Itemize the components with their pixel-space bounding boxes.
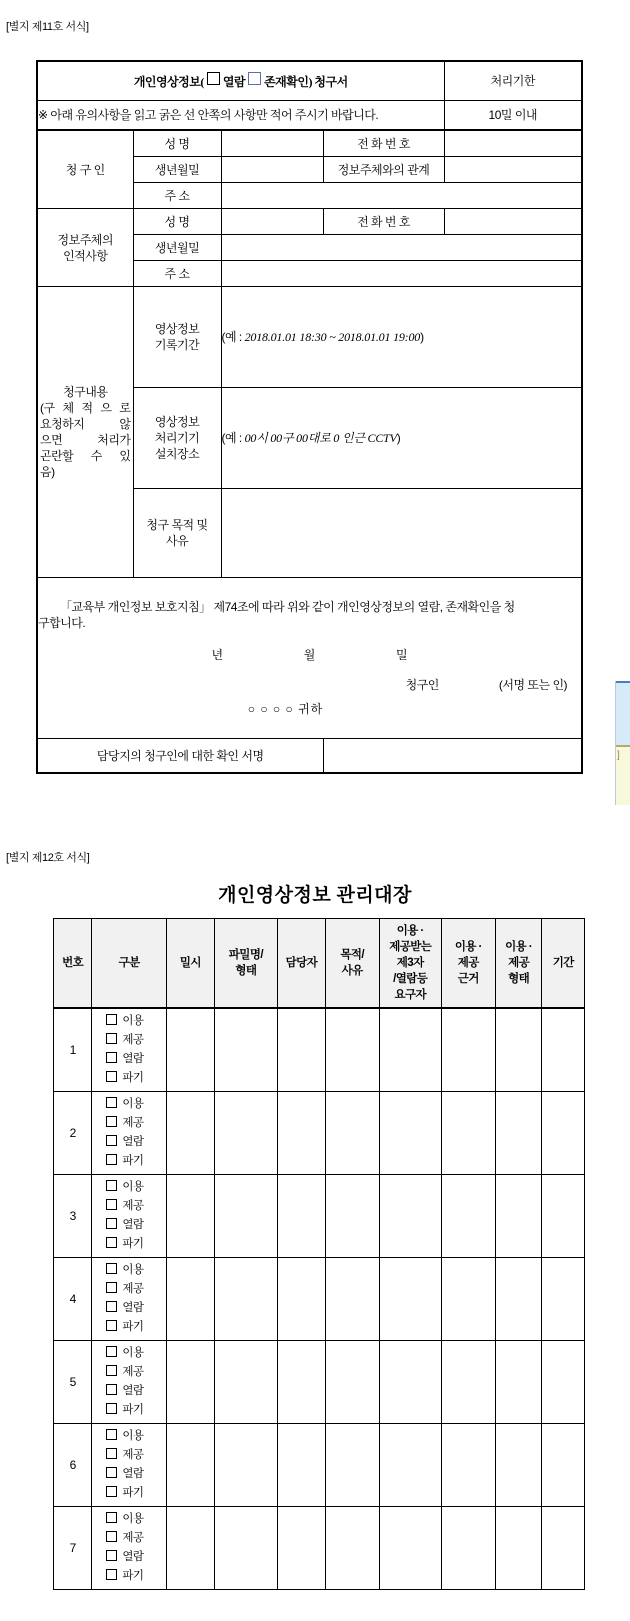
- record-period-field[interactable]: [221, 287, 582, 388]
- checkbox-label: 제공: [122, 1532, 144, 1544]
- record-period-example-value: 2018.01.01 18:30 ~ 2018.01.01 19:00: [244, 330, 421, 344]
- ledger-col-period-l1: 기간: [552, 957, 574, 969]
- ledger-cell-type[interactable]: [495, 1258, 542, 1341]
- checkbox-option[interactable]: [106, 1401, 166, 1420]
- ledger-col-filename-l2: 형태: [235, 965, 257, 977]
- checkbox-square-icon[interactable]: [106, 1097, 117, 1108]
- form2-document-tag: [별지 제12호 서식]: [6, 852, 90, 864]
- checkbox-square-icon[interactable]: [106, 1263, 117, 1274]
- checkbox-square-icon[interactable]: [106, 1116, 117, 1127]
- checkbox-label: 열람: [122, 1468, 144, 1480]
- checkbox-option[interactable]: [106, 1235, 166, 1254]
- deadline-value: 10밀 이내: [444, 101, 582, 131]
- subject-name-field[interactable]: [221, 209, 323, 235]
- checkbox-option[interactable]: [106, 1114, 166, 1133]
- record-period-label-line1: 영상정보: [154, 322, 200, 336]
- ledger-cell-datetime[interactable]: [167, 1008, 215, 1092]
- ledger-col-type-l3: 형태: [508, 973, 530, 985]
- checkbox-square-icon[interactable]: [106, 1180, 117, 1191]
- ledger-col-category: [92, 919, 167, 1009]
- ledger-col-third-party-l2: 제공받는: [389, 941, 432, 953]
- subject-phone-label: 전 화 번 호: [323, 209, 444, 235]
- request-label-line2: (구 체 적 으 로: [40, 401, 131, 415]
- checkbox-label: 제공: [122, 1034, 144, 1046]
- ledger-cell-filename[interactable]: [214, 1424, 277, 1507]
- install-place-label-line1: 영상정보: [154, 415, 200, 429]
- checkbox-square-icon[interactable]: [106, 1403, 117, 1414]
- table-row: [54, 1258, 585, 1341]
- checkbox-square-icon[interactable]: [106, 1135, 117, 1146]
- checkbox-label: 열람: [122, 1302, 144, 1314]
- ledger-cell-period[interactable]: [542, 1175, 585, 1258]
- applicant-name-label: 성 명: [133, 130, 221, 157]
- month-label: 월: [303, 648, 316, 662]
- ledger-cell-type[interactable]: [495, 1008, 542, 1092]
- checkbox-label: 파기: [122, 1570, 144, 1582]
- side-popup-panel[interactable]: [615, 681, 630, 805]
- install-place-label-line3: 설치장소: [154, 447, 200, 461]
- subject-name-label: 성 명: [133, 209, 221, 235]
- ledger-cell-basis[interactable]: [441, 1507, 495, 1590]
- checkbox-label: 열람: [122, 1053, 144, 1065]
- subject-address-field[interactable]: [221, 261, 582, 287]
- ledger-cell-purpose[interactable]: [325, 1008, 379, 1092]
- form-title-option2: 존재확인: [264, 75, 309, 89]
- ledger-col-purpose: [325, 919, 379, 1009]
- ledger-cell-type[interactable]: [495, 1175, 542, 1258]
- checkbox-label: 이용: [122, 1181, 144, 1193]
- ledger-category-checkboxes: [92, 1175, 167, 1258]
- deadline-label: 처리기한: [444, 61, 582, 101]
- side-popup-body: [616, 745, 630, 805]
- checkbox-square-icon[interactable]: [106, 1014, 117, 1025]
- checkbox-square-icon[interactable]: [106, 1467, 117, 1478]
- purpose-label: [133, 489, 221, 578]
- applicant-address-field[interactable]: [221, 183, 582, 209]
- checkbox-option[interactable]: [106, 1510, 166, 1529]
- checkbox-jonjaehwagin-icon[interactable]: [248, 72, 261, 85]
- install-place-example-suffix: ): [396, 431, 401, 445]
- ledger-col-basis-l3: 근거: [457, 973, 479, 985]
- subject-birth-field[interactable]: [221, 235, 582, 261]
- install-place-label: [133, 388, 221, 489]
- ledger-cell-filename[interactable]: [214, 1175, 277, 1258]
- applicant-birth-field[interactable]: [221, 157, 323, 183]
- checkbox-option[interactable]: [106, 1484, 166, 1503]
- ledger-cell-third-party[interactable]: [379, 1258, 441, 1341]
- checkbox-option[interactable]: [106, 1427, 166, 1446]
- checkbox-label: 이용: [122, 1098, 144, 1110]
- ledger-col-number-l1: 번호: [62, 957, 84, 969]
- ledger-row-number: 2: [54, 1092, 92, 1175]
- checkbox-label: 제공: [122, 1449, 144, 1461]
- checkbox-square-icon[interactable]: [106, 1429, 117, 1440]
- side-popup-header: [616, 681, 630, 745]
- checkbox-option[interactable]: [106, 1280, 166, 1299]
- checkbox-option[interactable]: [106, 1095, 166, 1114]
- subject-section-label: [37, 209, 133, 287]
- checkbox-square-icon[interactable]: [106, 1154, 117, 1165]
- purpose-label-line1: 청구 목적 및: [146, 518, 208, 532]
- install-place-label-line2: 처리기기: [154, 431, 200, 445]
- ledger-cell-period[interactable]: [542, 1092, 585, 1175]
- checkbox-square-icon[interactable]: [106, 1237, 117, 1248]
- checkbox-square-icon[interactable]: [106, 1071, 117, 1082]
- checkbox-option[interactable]: [106, 1318, 166, 1337]
- ledger-cell-filename[interactable]: [214, 1092, 277, 1175]
- ledger-cell-purpose[interactable]: [325, 1424, 379, 1507]
- checkbox-square-icon[interactable]: [106, 1282, 117, 1293]
- purpose-field[interactable]: [221, 489, 582, 578]
- checkbox-option[interactable]: [106, 1216, 166, 1235]
- purpose-label-line2: 사유: [165, 534, 189, 548]
- ledger-row-number: 7: [54, 1507, 92, 1590]
- table-row: [54, 1008, 585, 1092]
- applicant-relation-label: 정보주체와의 관계: [323, 157, 444, 183]
- ledger-cell-type[interactable]: [495, 1507, 542, 1590]
- ledger-col-third-party-l1: 이용 ·: [396, 925, 424, 937]
- checkbox-square-icon[interactable]: [106, 1569, 117, 1580]
- record-period-label-line2: 기록기간: [154, 338, 200, 352]
- manager-confirm-field[interactable]: [323, 739, 582, 774]
- ledger-col-type: [495, 919, 542, 1009]
- checkbox-label: 이용: [122, 1513, 144, 1525]
- legal-statement-line1: 「교육부 개인정보 보호지침」 제74조에 따라 위와 같이 개인영상정보의 열람, 존재확인을 청: [60, 600, 515, 614]
- ledger-category-checkboxes: [92, 1424, 167, 1507]
- ledger-col-datetime-l1: 밀시: [179, 957, 201, 969]
- video-info-management-ledger: [53, 918, 585, 1590]
- ledger-cell-type[interactable]: [495, 1424, 542, 1507]
- checkbox-option[interactable]: [106, 1069, 166, 1088]
- checkbox-square-icon[interactable]: [106, 1486, 117, 1497]
- subject-section-label-line1: 정보주체의: [57, 232, 113, 247]
- checkbox-square-icon[interactable]: [106, 1384, 117, 1395]
- install-place-example-value: 00시 00구 00대로 0 인근 CCTV: [244, 431, 397, 445]
- checkbox-option[interactable]: [106, 1133, 166, 1152]
- checkbox-label: 파기: [122, 1487, 144, 1499]
- checkbox-option[interactable]: [106, 1299, 166, 1318]
- install-place-field[interactable]: [221, 388, 582, 489]
- checkbox-label: 이용: [122, 1430, 144, 1442]
- checkbox-label: 파기: [122, 1072, 144, 1084]
- form-notice: ※ 아래 유의사항을 읽고 굵은 선 안쪽의 사항만 적어 주시기 바랍니다.: [37, 101, 444, 131]
- checkbox-option[interactable]: [106, 1567, 166, 1586]
- ledger-cell-period[interactable]: [542, 1341, 585, 1424]
- ledger-col-basis: [441, 919, 495, 1009]
- ledger-cell-datetime[interactable]: [167, 1258, 215, 1341]
- ledger-cell-type[interactable]: [495, 1092, 542, 1175]
- addressee-line: ○ ○ ○ ○ 귀하: [247, 702, 324, 716]
- checkbox-yeolram-icon[interactable]: [207, 72, 220, 85]
- applicant-section-label: 청 구 인: [37, 130, 133, 209]
- ledger-col-third-party-l5: 요구자: [394, 989, 426, 1001]
- checkbox-square-icon[interactable]: [106, 1218, 117, 1229]
- subject-section-label-line2: 인적사항: [63, 248, 108, 263]
- ledger-col-purpose-l2: 사유: [341, 965, 363, 977]
- ledger-col-type-l1: 이용 ·: [505, 941, 532, 953]
- ledger-cell-datetime[interactable]: [167, 1507, 215, 1590]
- signer-label: 청구인: [405, 678, 439, 692]
- applicant-phone-field[interactable]: [444, 130, 582, 157]
- ledger-col-filename-l1: 파밀명/: [228, 949, 263, 961]
- applicant-phone-label: 전 화 번 호: [323, 130, 444, 157]
- ledger-col-purpose-l1: 목적/: [340, 949, 364, 961]
- ledger-cell-basis[interactable]: [441, 1092, 495, 1175]
- ledger-col-datetime: [167, 919, 215, 1009]
- record-period-example-prefix: (예 :: [221, 330, 245, 344]
- checkbox-label: 열람: [122, 1136, 144, 1148]
- checkbox-square-icon[interactable]: [106, 1448, 117, 1459]
- ledger-row-number: 5: [54, 1341, 92, 1424]
- ledger-row-number: 1: [54, 1008, 92, 1092]
- request-label-line3: 요청하지 않: [40, 417, 131, 431]
- ledger-cell-basis[interactable]: [441, 1258, 495, 1341]
- checkbox-square-icon[interactable]: [106, 1320, 117, 1331]
- checkbox-label: 파기: [122, 1238, 144, 1250]
- ledger-cell-third-party[interactable]: [379, 1507, 441, 1590]
- ledger-cell-manager[interactable]: [277, 1424, 325, 1507]
- checkbox-option[interactable]: [106, 1152, 166, 1171]
- ledger-category-checkboxes: [92, 1341, 167, 1424]
- ledger-category-checkboxes: [92, 1507, 167, 1590]
- year-label: 년: [211, 648, 224, 662]
- ledger-cell-filename[interactable]: [214, 1507, 277, 1590]
- subject-phone-field[interactable]: [444, 209, 582, 235]
- checkbox-square-icon[interactable]: [106, 1199, 117, 1210]
- ledger-col-third-party: [379, 919, 441, 1009]
- request-section-label: [37, 287, 133, 578]
- ledger-cell-purpose[interactable]: [325, 1175, 379, 1258]
- table-row: [54, 1424, 585, 1507]
- ledger-cell-purpose[interactable]: [325, 1092, 379, 1175]
- form-title-suffix: ) 청구서: [308, 75, 348, 89]
- request-label-line5: 곤란할 수 있: [40, 449, 131, 463]
- checkbox-option[interactable]: [106, 1465, 166, 1484]
- ledger-cell-third-party[interactable]: [379, 1424, 441, 1507]
- checkbox-option[interactable]: [106, 1031, 166, 1050]
- checkbox-option[interactable]: [106, 1382, 166, 1401]
- ledger-cell-period[interactable]: [542, 1424, 585, 1507]
- form-title-option1: 열람: [222, 75, 246, 89]
- checkbox-label: 파기: [122, 1404, 144, 1416]
- checkbox-square-icon[interactable]: [106, 1550, 117, 1561]
- personal-video-info-request-form: [36, 60, 583, 774]
- checkbox-option[interactable]: [106, 1548, 166, 1567]
- ledger-col-basis-l2: 제공: [457, 957, 479, 969]
- checkbox-square-icon[interactable]: [106, 1531, 117, 1542]
- ledger-cell-manager[interactable]: [277, 1008, 325, 1092]
- ledger-cell-basis[interactable]: [441, 1175, 495, 1258]
- checkbox-option[interactable]: [106, 1012, 166, 1031]
- ledger-header-row: [54, 919, 585, 1009]
- form-title: [37, 61, 444, 101]
- checkbox-label: 이용: [122, 1347, 144, 1359]
- checkbox-option[interactable]: [106, 1446, 166, 1465]
- signature-line: [38, 677, 581, 693]
- checkbox-label: 제공: [122, 1283, 144, 1295]
- ledger-col-period: [542, 919, 585, 1009]
- checkbox-label: 제공: [122, 1117, 144, 1129]
- checkbox-option[interactable]: [106, 1178, 166, 1197]
- signature-note: (서명 또는 인): [498, 678, 568, 692]
- table-row: [54, 1507, 585, 1590]
- ledger-cell-filename[interactable]: [214, 1258, 277, 1341]
- ledger-cell-basis[interactable]: [441, 1424, 495, 1507]
- checkbox-label: 이용: [122, 1015, 144, 1027]
- checkbox-label: 파기: [122, 1321, 144, 1333]
- ledger-col-category-l1: 구분: [118, 957, 140, 969]
- ledger-col-manager-l1: 담당자: [285, 957, 318, 969]
- day-label: 밀: [396, 648, 408, 662]
- applicant-birth-label: 생년월밀: [133, 157, 221, 183]
- ledger-cell-purpose[interactable]: [325, 1258, 379, 1341]
- ledger-category-checkboxes: [92, 1008, 167, 1092]
- ledger-col-third-party-l3: 제3자: [396, 957, 424, 969]
- applicant-address-label: 주 소: [133, 183, 221, 209]
- ledger-col-type-l2: 제공: [508, 957, 530, 969]
- checkbox-square-icon[interactable]: [106, 1512, 117, 1523]
- manager-confirm-label: 담당지의 청구인에 대한 확인 서명: [37, 739, 323, 774]
- table-row: [54, 1175, 585, 1258]
- table-row: [54, 1341, 585, 1424]
- checkbox-option[interactable]: [106, 1344, 166, 1363]
- ledger-row-number: 3: [54, 1175, 92, 1258]
- checkbox-label: 제공: [122, 1200, 144, 1212]
- ledger-cell-period[interactable]: [542, 1258, 585, 1341]
- checkbox-option[interactable]: [106, 1363, 166, 1382]
- ledger-cell-third-party[interactable]: [379, 1092, 441, 1175]
- checkbox-square-icon[interactable]: [106, 1033, 117, 1044]
- ledger-cell-period[interactable]: [542, 1507, 585, 1590]
- checkbox-option[interactable]: [106, 1261, 166, 1280]
- ledger-cell-datetime[interactable]: [167, 1092, 215, 1175]
- ledger-cell-purpose[interactable]: [325, 1341, 379, 1424]
- ledger-category-checkboxes: [92, 1092, 167, 1175]
- checkbox-option[interactable]: [106, 1197, 166, 1216]
- record-period-label: [133, 287, 221, 388]
- checkbox-square-icon[interactable]: [106, 1052, 117, 1063]
- request-label-line6: 음): [40, 465, 55, 479]
- ledger-category-checkboxes: [92, 1258, 167, 1341]
- checkbox-label: 이용: [122, 1264, 144, 1276]
- legal-statement-block: [37, 578, 582, 739]
- ledger-cell-purpose[interactable]: [325, 1507, 379, 1590]
- ledger-cell-manager[interactable]: [277, 1258, 325, 1341]
- request-label-line1: 청구내용: [63, 385, 108, 399]
- checkbox-label: 열람: [122, 1385, 144, 1397]
- form-title-prefix: 개인영상정보(: [133, 75, 204, 89]
- side-popup-marker: ]: [617, 750, 620, 761]
- install-place-example-prefix: (예 :: [221, 431, 245, 445]
- record-period-example-suffix: ): [420, 330, 424, 344]
- ledger-col-filename: [214, 919, 277, 1009]
- ledger-cell-manager[interactable]: [277, 1507, 325, 1590]
- ledger-row-number: 4: [54, 1258, 92, 1341]
- ledger-cell-filename[interactable]: [214, 1341, 277, 1424]
- ledger-col-third-party-l4: /열람등: [393, 973, 428, 985]
- table-row: [54, 1092, 585, 1175]
- ledger-cell-period[interactable]: [542, 1008, 585, 1092]
- checkbox-square-icon[interactable]: [106, 1365, 117, 1376]
- ledger-col-manager: [277, 919, 325, 1009]
- checkbox-option[interactable]: [106, 1529, 166, 1548]
- request-label-line4: 으면 처리가: [40, 433, 131, 447]
- ledger-cell-type[interactable]: [495, 1341, 542, 1424]
- ledger-col-number: [54, 919, 92, 1009]
- ledger-cell-manager[interactable]: [277, 1175, 325, 1258]
- ledger-cell-manager[interactable]: [277, 1341, 325, 1424]
- ledger-cell-third-party[interactable]: [379, 1341, 441, 1424]
- checkbox-label: 열람: [122, 1219, 144, 1231]
- ledger-cell-datetime[interactable]: [167, 1175, 215, 1258]
- legal-statement-line2: 구합니다.: [38, 616, 86, 630]
- ledger-cell-manager[interactable]: [277, 1092, 325, 1175]
- ledger-cell-third-party[interactable]: [379, 1008, 441, 1092]
- ledger-cell-basis[interactable]: [441, 1341, 495, 1424]
- ledger-cell-basis[interactable]: [441, 1008, 495, 1092]
- ledger-cell-filename[interactable]: [214, 1008, 277, 1092]
- subject-address-label: 주 소: [133, 261, 221, 287]
- date-line: [38, 647, 581, 663]
- ledger-row-number: 6: [54, 1424, 92, 1507]
- applicant-name-field[interactable]: [221, 130, 323, 157]
- checkbox-label: 열람: [122, 1551, 144, 1563]
- applicant-relation-field[interactable]: [444, 157, 582, 183]
- checkbox-label: 파기: [122, 1155, 144, 1167]
- form1-document-tag: [별지 제11호 서식]: [6, 21, 89, 33]
- ledger-cell-datetime[interactable]: [167, 1341, 215, 1424]
- ledger-title: 개인영상정보 관리대장: [218, 885, 412, 906]
- checkbox-square-icon[interactable]: [106, 1301, 117, 1312]
- checkbox-option[interactable]: [106, 1050, 166, 1069]
- ledger-cell-third-party[interactable]: [379, 1175, 441, 1258]
- ledger-cell-datetime[interactable]: [167, 1424, 215, 1507]
- checkbox-label: 제공: [122, 1366, 144, 1378]
- checkbox-square-icon[interactable]: [106, 1346, 117, 1357]
- ledger-col-basis-l1: 이용 ·: [454, 941, 482, 953]
- subject-birth-label: 생년월밀: [133, 235, 221, 261]
